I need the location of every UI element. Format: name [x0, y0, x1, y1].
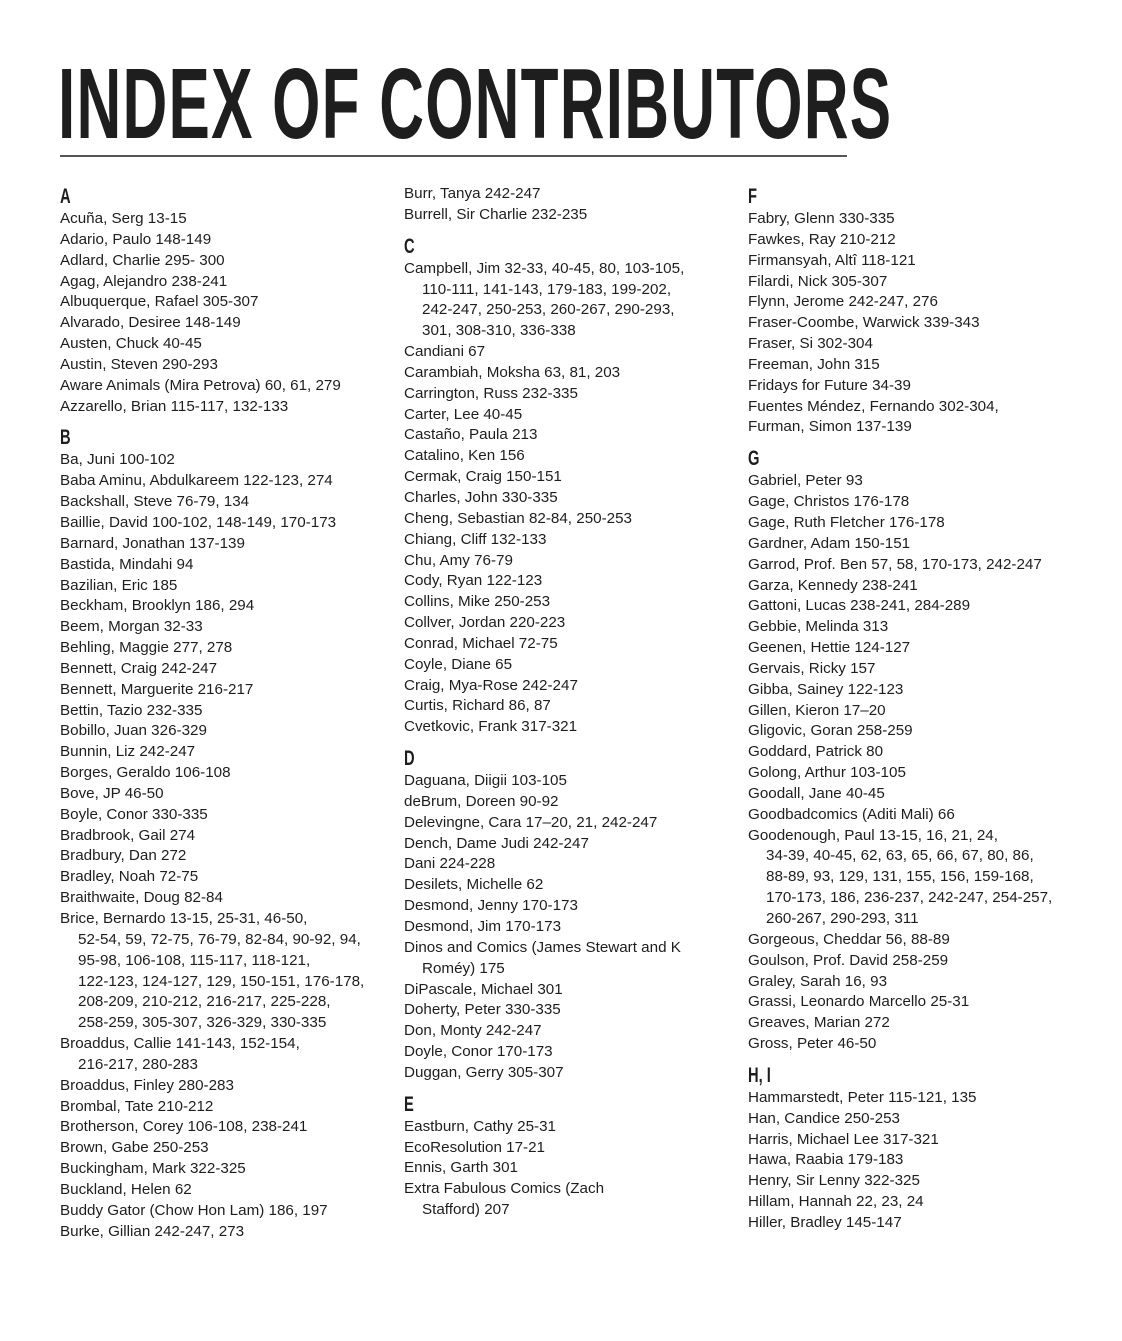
entry-line: Ennis, Garth 301 — [404, 1159, 518, 1177]
entry-line: Eastburn, Cathy 25-31 — [404, 1117, 556, 1135]
index-entry — [60, 763, 405, 784]
index-entry — [748, 680, 1093, 701]
entry-line: Goodall, Jane 40-45 — [748, 784, 885, 802]
entry-line: Hiller, Bradley 145-147 — [748, 1213, 902, 1231]
index-entry — [404, 259, 749, 342]
entry-line: Greaves, Marian 272 — [748, 1014, 890, 1032]
entry-line: Golong, Arthur 103-105 — [748, 764, 906, 782]
entry-line: Desmond, Jim 170-173 — [404, 918, 562, 935]
entry-line: Brown, Gabe 250-253 — [60, 1139, 209, 1157]
section-letter: D — [404, 747, 415, 771]
entry-line: Austin, Steven 290-293 — [60, 355, 218, 373]
index-entry — [748, 826, 1093, 930]
entry-line: Fabry, Glenn 330-335 — [748, 210, 895, 227]
entry-continuation-line: 170-173, 186, 236-237, 242-247, 254-257, — [766, 889, 1053, 907]
entry-line: Chu, Amy 76-79 — [404, 551, 513, 569]
entry-line: Flynn, Jerome 242-247, 276 — [748, 293, 938, 311]
section-letter: B — [60, 426, 71, 450]
index-entry — [748, 397, 1093, 418]
section-letter: E — [404, 1092, 414, 1116]
index-entry — [748, 1034, 1093, 1055]
entry-line: Doherty, Peter 330-335 — [404, 1001, 561, 1019]
entry-line: Catalino, Ken 156 — [404, 447, 525, 465]
entry-line: Burke, Gillian 242-247, 273 — [60, 1222, 245, 1240]
entry-line: Gorgeous, Cheddar 56, 88-89 — [748, 930, 950, 948]
entry-line: Fridays for Future 34-39 — [748, 376, 911, 394]
index-entry — [748, 617, 1093, 638]
index-entry — [404, 1000, 749, 1021]
entry-continuation-line: 110-111, 141-143, 179-183, 199-202, — [422, 280, 672, 298]
entry-continuation-line: 34-39, 40-45, 62, 63, 65, 66, 67, 80, 86, — [766, 847, 1034, 865]
index-entry — [60, 1097, 405, 1118]
index-entry — [748, 805, 1093, 826]
index-entry — [404, 834, 749, 855]
entry-line: Bradbrook, Gail 274 — [60, 826, 196, 844]
index-entry — [748, 576, 1093, 597]
index-entry — [404, 1179, 749, 1221]
entry-line: Baba Aminu, Abdulkareem 122-123, 274 — [60, 472, 333, 490]
entry-line: Freeman, John 315 — [748, 355, 880, 373]
entry-line: Burrell, Sir Charlie 232-235 — [404, 205, 588, 223]
index-entry — [404, 205, 749, 226]
entry-line: Adlard, Charlie 295- 300 — [60, 251, 225, 269]
entry-continuation-line: 122-123, 124-127, 129, 150-151, 176-178, — [78, 972, 365, 990]
index-entry — [60, 909, 405, 1034]
index-entry — [748, 1130, 1093, 1151]
entry-line: Ba, Juni 100-102 — [60, 451, 175, 469]
index-entry — [60, 846, 405, 867]
entry-line: Firmansyah, Altî 118-121 — [748, 251, 916, 269]
index-entry — [748, 951, 1093, 972]
entry-line: Borges, Geraldo 106-108 — [60, 764, 231, 782]
entry-line: Gage, Christos 176-178 — [748, 493, 910, 511]
index-entry — [60, 805, 405, 826]
index-entry — [748, 659, 1093, 680]
entry-line: Barnard, Jonathan 137-139 — [60, 534, 245, 552]
index-entry — [748, 992, 1093, 1013]
index-entry — [404, 792, 749, 813]
index-entry — [748, 638, 1093, 659]
index-entry — [60, 638, 405, 659]
entry-line: Graley, Sarah 16, 93 — [748, 972, 888, 990]
index-entry — [748, 555, 1093, 576]
index-section — [404, 746, 749, 1084]
entry-line: Chiang, Cliff 132-133 — [404, 530, 547, 548]
index-entry — [60, 1138, 405, 1159]
entry-line: deBrum, Doreen 90-92 — [404, 792, 559, 810]
entry-line: Geenen, Hettie 124-127 — [748, 639, 911, 657]
entry-line: Duggan, Gerry 305-307 — [404, 1063, 564, 1081]
index-entry — [404, 613, 749, 634]
entry-line: Cheng, Sebastian 82-84, 250-253 — [404, 509, 632, 527]
index-entry — [60, 209, 405, 230]
entry-continuation-line: 258-259, 305-307, 326-329, 330-335 — [78, 1014, 327, 1032]
index-entry — [404, 509, 749, 530]
index-entry — [748, 742, 1093, 763]
index-entry — [748, 1013, 1093, 1034]
entry-continuation-line: 301, 308-310, 336-338 — [422, 322, 576, 340]
entry-line: Bennett, Marguerite 216-217 — [60, 680, 254, 698]
index-entry — [404, 342, 749, 363]
entry-line: Cermak, Craig 150-151 — [404, 468, 562, 486]
entry-line: Bradbury, Dan 272 — [60, 847, 187, 865]
entry-line: Goodenough, Paul 13-15, 16, 21, 24, — [748, 826, 998, 844]
index-entry — [748, 1150, 1093, 1171]
entry-line: Cvetkovic, Frank 317-321 — [404, 718, 578, 736]
entry-line: Furman, Simon 137-139 — [748, 418, 912, 436]
entry-line: Castaño, Paula 213 — [404, 426, 538, 444]
index-entry — [404, 1042, 749, 1063]
index-entry — [60, 272, 405, 293]
index-column-2 — [404, 184, 749, 1229]
entry-line: Extra Fabulous Comics (Zach — [404, 1180, 605, 1198]
entry-line: Buckingham, Mark 322-325 — [60, 1160, 246, 1178]
entry-line: Buckland, Helen 62 — [60, 1180, 192, 1198]
entry-continuation-line: 260-267, 290-293, 311 — [766, 910, 919, 927]
index-entry — [60, 1159, 405, 1180]
index-entry — [404, 1117, 749, 1138]
entry-line: Austen, Chuck 40-45 — [60, 335, 202, 353]
index-entry — [404, 467, 749, 488]
entry-line: Behling, Maggie 277, 278 — [60, 639, 233, 657]
index-entry — [60, 534, 405, 555]
index-entry — [748, 596, 1093, 617]
index-section — [748, 446, 1093, 1055]
entry-line: Gardner, Adam 150-151 — [748, 534, 911, 552]
index-column-3 — [748, 184, 1093, 1242]
entry-line: Burr, Tanya 242-247 — [404, 185, 541, 202]
index-entry — [60, 1222, 405, 1243]
index-section — [404, 234, 749, 738]
entry-line: Boyle, Conor 330-335 — [60, 805, 208, 823]
index-entry — [60, 680, 405, 701]
index-entry — [748, 292, 1093, 313]
section-letter: H, I — [748, 1063, 771, 1087]
index-entry — [60, 251, 405, 272]
entry-line: Gabriel, Peter 93 — [748, 472, 863, 490]
index-entry — [748, 701, 1093, 722]
entry-line: Carrington, Russ 232-335 — [404, 384, 578, 402]
entry-line: Bunnin, Liz 242-247 — [60, 743, 196, 761]
entry-line: Cody, Ryan 122-123 — [404, 572, 543, 590]
entry-line: Dench, Dame Judi 242-247 — [404, 834, 589, 852]
index-entry — [748, 376, 1093, 397]
index-entry — [404, 425, 749, 446]
entry-line: Desmond, Jenny 170-173 — [404, 897, 578, 915]
entry-line: Buddy Gator (Chow Hon Lam) 186, 197 — [60, 1201, 328, 1219]
index-entry — [748, 534, 1093, 555]
entry-line: Delevingne, Cara 17–20, 21, 242-247 — [404, 813, 658, 831]
entry-line: Henry, Sir Lenny 322-325 — [748, 1172, 920, 1190]
entry-line: Gligovic, Goran 258-259 — [748, 722, 913, 740]
entry-line: Grassi, Leonardo Marcello 25-31 — [748, 993, 970, 1011]
entry-line: Daguana, Diigii 103-105 — [404, 772, 567, 790]
index-entry — [60, 450, 405, 471]
index-section — [60, 184, 405, 417]
index-entry — [404, 1158, 749, 1179]
entry-line: Collins, Mike 250-253 — [404, 593, 551, 611]
index-entry — [60, 513, 405, 534]
index-entry — [404, 813, 749, 834]
index-entry — [748, 513, 1093, 534]
entry-line: Collver, Jordan 220-223 — [404, 614, 566, 632]
index-entry — [404, 384, 749, 405]
index-entry — [60, 721, 405, 742]
entry-line: Bettin, Tazio 232-335 — [60, 701, 203, 719]
index-entry — [60, 1076, 405, 1097]
index-entry — [60, 1180, 405, 1201]
entry-line: Goodbadcomics (Aditi Mali) 66 — [748, 805, 955, 823]
index-entry — [404, 1021, 749, 1042]
index-entry — [60, 659, 405, 680]
entry-line: Bastida, Mindahi 94 — [60, 555, 194, 573]
entry-line: Han, Candice 250-253 — [748, 1109, 900, 1127]
index-entry — [748, 313, 1093, 334]
entry-line: Doyle, Conor 170-173 — [404, 1043, 553, 1061]
entry-line: Garza, Kennedy 238-241 — [748, 576, 918, 594]
index-entry — [404, 917, 749, 938]
title-divider — [60, 155, 847, 157]
entry-line: Candiani 67 — [404, 343, 486, 361]
index-entry — [404, 446, 749, 467]
section-letter: G — [748, 447, 760, 471]
entry-continuation-line: Roméy) 175 — [422, 959, 505, 977]
entry-line: Bradley, Noah 72-75 — [60, 868, 199, 886]
index-entry — [404, 938, 749, 980]
index-column-1 — [60, 184, 405, 1251]
entry-continuation-line: 216-217, 280-283 — [78, 1055, 198, 1073]
index-entry — [748, 763, 1093, 784]
entry-line: Fawkes, Ray 210-212 — [748, 230, 896, 248]
entry-line: Agag, Alejandro 238-241 — [60, 272, 228, 290]
index-entry — [60, 826, 405, 847]
entry-line: Aware Animals (Mira Petrova) 60, 61, 279 — [60, 376, 341, 394]
section-letter: F — [748, 185, 757, 208]
index-entry — [748, 209, 1093, 230]
index-entry — [748, 721, 1093, 742]
index-entry — [404, 592, 749, 613]
entry-line: Baillie, David 100-102, 148-149, 170-173 — [60, 513, 337, 531]
index-entry — [748, 1213, 1093, 1234]
entry-line: Brice, Bernardo 13-15, 25-31, 46-50, — [60, 910, 308, 927]
index-entry — [60, 576, 405, 597]
entry-line: Broaddus, Callie 141-143, 152-154, — [60, 1035, 300, 1053]
entry-line: DiPascale, Michael 301 — [404, 980, 563, 998]
index-entry — [60, 1201, 405, 1222]
entry-line: Bennett, Craig 242-247 — [60, 659, 218, 677]
entry-line: Goddard, Patrick 80 — [748, 743, 884, 761]
entry-line: Backshall, Steve 76-79, 134 — [60, 493, 250, 511]
index-entry — [404, 676, 749, 697]
index-section — [404, 184, 749, 226]
index-entry — [748, 972, 1093, 993]
index-section — [404, 1092, 749, 1221]
index-entry — [748, 334, 1093, 355]
index-entry — [748, 355, 1093, 376]
index-entry — [748, 471, 1093, 492]
entry-line: Gillen, Kieron 17–20 — [748, 701, 886, 719]
index-entry — [404, 896, 749, 917]
index-section — [60, 425, 405, 1242]
index-entry — [60, 397, 405, 418]
index-entry — [60, 230, 405, 251]
entry-continuation-line: 208-209, 210-212, 216-217, 225-228, — [78, 993, 331, 1011]
entry-line: Charles, John 330-335 — [404, 488, 558, 506]
index-entry — [748, 1192, 1093, 1213]
index-entry — [748, 492, 1093, 513]
entry-line: Alvarado, Desiree 148-149 — [60, 314, 241, 332]
index-entry — [60, 701, 405, 722]
entry-line: Harris, Michael Lee 317-321 — [748, 1130, 939, 1148]
entry-line: Craig, Mya-Rose 242-247 — [404, 676, 578, 694]
entry-line: Campbell, Jim 32-33, 40-45, 80, 103-105, — [404, 259, 685, 277]
entry-continuation-line: 52-54, 59, 72-75, 76-79, 82-84, 90-92, 94, — [78, 930, 361, 948]
index-entry — [748, 251, 1093, 272]
index-entry — [404, 405, 749, 426]
index-entry — [404, 696, 749, 717]
index-entry — [748, 230, 1093, 251]
entry-line: Conrad, Michael 72-75 — [404, 634, 558, 652]
entry-line: Braithwaite, Doug 82-84 — [60, 889, 223, 907]
entry-line: Acuña, Serg 13-15 — [60, 210, 187, 227]
entry-line: Broaddus, Finley 280-283 — [60, 1076, 234, 1094]
entry-line: Don, Monty 242-247 — [404, 1022, 542, 1040]
entry-line: Carambiah, Moksha 63, 81, 203 — [404, 363, 621, 381]
entry-line: Gervais, Ricky 157 — [748, 659, 876, 677]
entry-line: Gebbie, Melinda 313 — [748, 618, 889, 636]
entry-continuation-line: 242-247, 250-253, 260-267, 290-293, — [422, 301, 675, 319]
entry-line: Dani 224-228 — [404, 855, 496, 873]
index-entry — [404, 551, 749, 572]
entry-line: Gage, Ruth Fletcher 176-178 — [748, 513, 945, 531]
entry-line: Hammarstedt, Peter 115-121, 135 — [748, 1088, 977, 1106]
entry-line: Gattoni, Lucas 238-241, 284-289 — [748, 597, 971, 615]
index-entry — [60, 492, 405, 513]
entry-continuation-line: 88-89, 93, 129, 131, 155, 156, 159-168, — [766, 868, 1034, 886]
index-entry — [404, 854, 749, 875]
entry-line: Bove, JP 46-50 — [60, 784, 164, 802]
index-entry — [60, 888, 405, 909]
index-entry — [404, 363, 749, 384]
entry-line: Dinos and Comics (James Stewart and K — [404, 938, 681, 956]
entry-line: Gross, Peter 46-50 — [748, 1035, 877, 1053]
index-entry — [748, 784, 1093, 805]
index-entry — [748, 272, 1093, 293]
index-entry — [748, 417, 1093, 438]
section-letter: A — [60, 185, 71, 208]
index-entry — [748, 930, 1093, 951]
entry-line: Azzarello, Brian 115-117, 132-133 — [60, 397, 289, 415]
index-entry — [404, 571, 749, 592]
entry-line: Beem, Morgan 32-33 — [60, 618, 203, 636]
entry-line: Albuquerque, Rafael 305-307 — [60, 293, 259, 311]
index-entry — [60, 742, 405, 763]
index-entry — [748, 1088, 1093, 1109]
index-entry — [60, 334, 405, 355]
index-entry — [404, 488, 749, 509]
index-entry — [404, 655, 749, 676]
index-entry — [748, 1171, 1093, 1192]
page-title: INDEX OF CONTRIBUTORS — [58, 48, 893, 160]
entry-line: Fraser, Si 302-304 — [748, 335, 873, 353]
index-entry — [60, 292, 405, 313]
index-entry — [404, 717, 749, 738]
index-entry — [60, 355, 405, 376]
entry-line: Adario, Paulo 148-149 — [60, 230, 212, 248]
index-entry — [404, 875, 749, 896]
entry-line: Bobillo, Juan 326-329 — [60, 722, 207, 740]
entry-line: Coyle, Diane 65 — [404, 655, 513, 673]
entry-line: Beckham, Brooklyn 186, 294 — [60, 597, 255, 615]
index-entry — [404, 1063, 749, 1084]
index-entry — [60, 313, 405, 334]
index-entry — [60, 376, 405, 397]
entry-continuation-line: Stafford) 207 — [422, 1201, 510, 1219]
index-entry — [60, 1034, 405, 1076]
index-entry — [404, 530, 749, 551]
index-section — [748, 1063, 1093, 1234]
entry-line: Brombal, Tate 210-212 — [60, 1097, 214, 1115]
index-entry — [748, 1109, 1093, 1130]
index-entry — [60, 784, 405, 805]
entry-line: Goulson, Prof. David 258-259 — [748, 951, 949, 969]
entry-continuation-line: 95-98, 106-108, 115-117, 118-121, — [78, 951, 311, 969]
entry-line: Garrod, Prof. Ben 57, 58, 170-173, 242-247 — [748, 555, 1042, 573]
index-entry — [404, 980, 749, 1001]
index-entry — [404, 184, 749, 205]
index-entry — [404, 1138, 749, 1159]
index-section — [748, 184, 1093, 438]
entry-line: Gibba, Sainey 122-123 — [748, 680, 904, 698]
entry-line: Hillam, Hannah 22, 23, 24 — [748, 1193, 924, 1211]
index-entry — [60, 867, 405, 888]
entry-line: Brotherson, Corey 106-108, 238-241 — [60, 1118, 308, 1136]
index-entry — [60, 596, 405, 617]
entry-line: Curtis, Richard 86, 87 — [404, 697, 551, 715]
index-entry — [60, 1117, 405, 1138]
index-entry — [60, 617, 405, 638]
index-entry — [404, 634, 749, 655]
entry-line: Fraser-Coombe, Warwick 339-343 — [748, 314, 980, 332]
entry-line: Filardi, Nick 305-307 — [748, 272, 888, 290]
index-entry — [60, 555, 405, 576]
index-entry — [60, 471, 405, 492]
index-entry — [404, 771, 749, 792]
entry-line: Fuentes Méndez, Fernando 302-304, — [748, 397, 999, 415]
entry-line: Desilets, Michelle 62 — [404, 876, 544, 894]
entry-line: Hawa, Raabia 179-183 — [748, 1151, 904, 1169]
entry-line: Bazilian, Eric 185 — [60, 576, 178, 594]
entry-line: Carter, Lee 40-45 — [404, 405, 523, 423]
section-letter: C — [404, 234, 415, 258]
entry-line: EcoResolution 17-21 — [404, 1138, 545, 1156]
